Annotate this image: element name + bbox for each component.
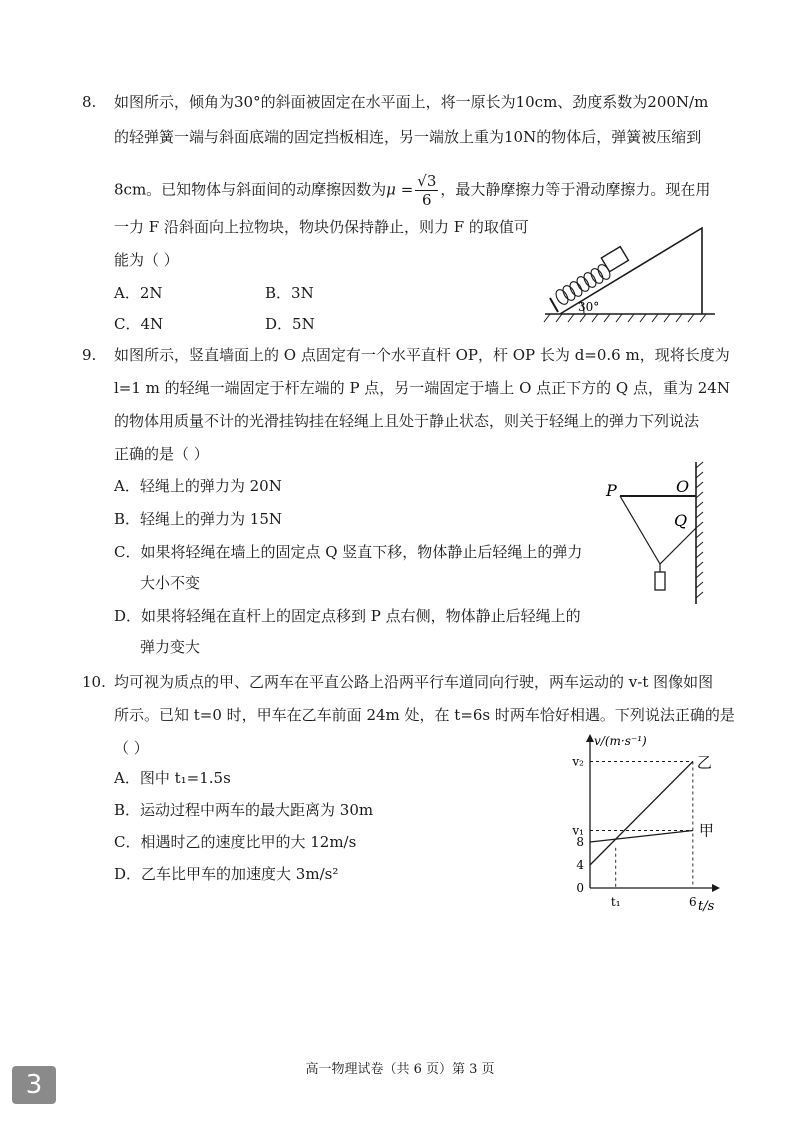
q8-option-d: D．5N bbox=[265, 315, 315, 333]
series-label-jia: 甲 bbox=[698, 821, 714, 840]
series-line-yi bbox=[590, 762, 693, 866]
y-axis-label: v/(m·s⁻¹) bbox=[594, 734, 647, 748]
q9-option-b: B．轻绳上的弹力为 15N bbox=[114, 510, 283, 528]
q10-line-2: 所示。已知 t=0 时，甲车在乙车前面 24m 处，在 t=6s 时两车恰好相遇。下列说法正确的是 bbox=[114, 706, 735, 724]
q10-option-d: D．乙车比甲车的加速度大 3m/s² bbox=[114, 865, 339, 883]
q9-line-2: l=1 m 的轻绳一端固定于杆左端的 P 点，另一端固定于墙上 O 点正下方的 Q 点，重为 24N bbox=[114, 379, 730, 397]
series-line-jia bbox=[590, 831, 693, 843]
q10-line-3: （ ） bbox=[114, 739, 149, 757]
q10-option-a: A．图中 t₁=1.5s bbox=[114, 769, 231, 787]
mu-label: μ = bbox=[386, 180, 414, 199]
x-tick-t1: t₁ bbox=[610, 895, 621, 909]
q10-option-c: C．相遇时乙的速度比甲的大 12m/s bbox=[114, 833, 357, 851]
y-axis-arrow bbox=[586, 734, 594, 742]
page-number-badge: 3 bbox=[12, 1066, 56, 1104]
mu-numerator: √3 bbox=[417, 172, 437, 190]
q8-line-2: 的轻弹簧一端与斜面底端的固定挡板相连，另一端放上重为10N的物体后，弹簧被压缩到 bbox=[114, 128, 702, 146]
vt-chart bbox=[560, 728, 730, 918]
x-tick-6: 6 bbox=[689, 895, 697, 909]
q8-number: 8. bbox=[82, 93, 97, 111]
block bbox=[601, 247, 628, 272]
ground-line bbox=[544, 314, 715, 322]
label-p: P bbox=[606, 481, 617, 500]
y-tick-v2: v₂ bbox=[572, 754, 584, 769]
q9-number: 9. bbox=[82, 346, 97, 364]
rope bbox=[620, 496, 696, 564]
q8-option-a: A．2N bbox=[114, 284, 163, 302]
q10-option-b: B．运动过程中两车的最大距离为 30m bbox=[114, 801, 374, 819]
hanging-weight bbox=[655, 572, 665, 590]
q8-option-b: B．3N bbox=[265, 284, 314, 302]
mu-fraction bbox=[415, 172, 438, 209]
q8-line-3-text: 8cm。已知物体与斜面间的动摩擦因数为 bbox=[114, 180, 387, 199]
guide-lines bbox=[590, 762, 693, 889]
q9-option-d-cont: 弹力变大 bbox=[140, 638, 201, 656]
series-lines bbox=[590, 762, 693, 866]
end-stop-plate bbox=[550, 298, 558, 312]
series-label-yi: 乙 bbox=[696, 753, 712, 772]
mu-denominator: 6 bbox=[422, 191, 432, 209]
wall-hatching bbox=[696, 462, 703, 598]
label-o: O bbox=[676, 477, 690, 496]
angle-label: 30° bbox=[578, 300, 600, 314]
x-axis-arrow bbox=[712, 884, 720, 892]
q9-option-a: A．轻绳上的弹力为 20N bbox=[114, 477, 282, 495]
rod-rope-figure bbox=[600, 458, 710, 608]
incline-figure bbox=[540, 222, 720, 324]
q8-line-5: 能为（ ） bbox=[114, 251, 179, 269]
q9-option-c-cont: 大小不变 bbox=[140, 574, 201, 592]
q9-option-c: C．如果将轻绳在墙上的固定点 Q 竖直下移，物体静止后轻绳上的弹力 bbox=[114, 543, 583, 561]
q8-line-4: 一力 F 沿斜面向上拉物块，物块仍保持静止，则力 F 的取值可 bbox=[114, 218, 529, 236]
q8-line-3-tail: ，最大静摩擦力等于滑动摩擦力。现在用 bbox=[440, 180, 711, 199]
label-q: Q bbox=[674, 511, 688, 530]
x-axis-label: t/s bbox=[698, 899, 715, 914]
q9-option-d: D．如果将轻绳在直杆上的固定点移到 P 点右侧，物体静止后轻绳上的 bbox=[114, 607, 581, 625]
q10-number: 10. bbox=[82, 673, 106, 691]
q8-line-3 bbox=[114, 172, 710, 209]
page-footer: 高一物理试卷（共 6 页）第 3 页 bbox=[305, 1062, 495, 1077]
y-tick-8: 8 bbox=[576, 835, 584, 849]
y-tick-0: 0 bbox=[576, 881, 584, 895]
q8-option-c: C．4N bbox=[114, 315, 164, 333]
q9-line-1: 如图所示，竖直墙面上的 O 点固定有一个水平直杆 OP，杆 OP 长为 d=0.6 m，现将长度为 bbox=[114, 346, 730, 364]
q9-line-3: 的物体用质量不计的光滑挂钩挂在轻绳上且处于静止状态，则关于轻绳上的弹力下列说法 bbox=[114, 412, 700, 430]
q8-line-1: 如图所示，倾角为30°的斜面被固定在水平面上，将一原长为10cm、劲度系数为200N/m bbox=[114, 93, 709, 111]
y-tick-4: 4 bbox=[576, 858, 584, 872]
q10-line-1: 均可视为质点的甲、乙两车在平直公路上沿两平行车道同向行驶，两车运动的 v-t 图像如图 bbox=[114, 673, 714, 691]
q9-line-4: 正确的是（ ） bbox=[114, 445, 209, 463]
y-tick-v1: v₁ bbox=[572, 823, 584, 838]
